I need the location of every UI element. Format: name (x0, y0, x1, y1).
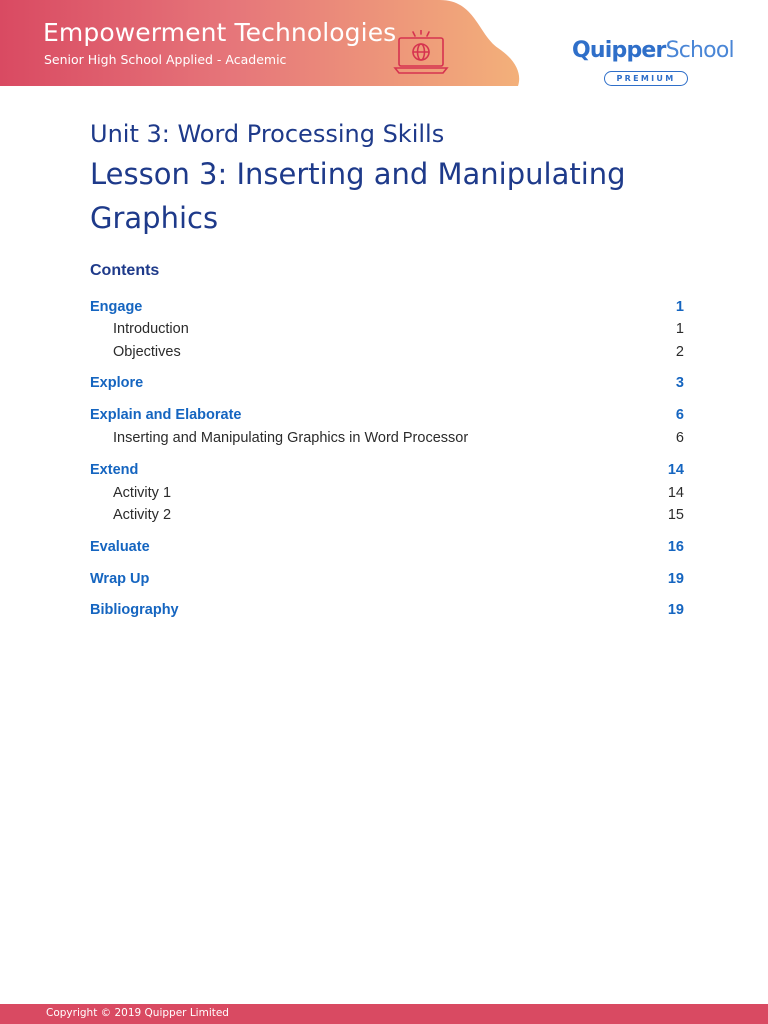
toc-entry-label: Evaluate (90, 539, 150, 555)
toc-subsection-entry[interactable] (90, 483, 684, 503)
toc-entry-page-number: 3 (675, 375, 684, 391)
toc-entry-label: Engage (90, 299, 143, 315)
toc-entry-label: Extend (90, 462, 139, 478)
quipper-school-logo (572, 38, 734, 68)
brand-name-part1: Quipper (572, 38, 666, 63)
contents-heading: Contents (90, 262, 160, 279)
toc-entry-page-number: 15 (667, 507, 684, 523)
toc-entry-page-number: 6 (675, 430, 684, 446)
toc-subsection-entry[interactable] (90, 342, 684, 362)
toc-subsection-entry[interactable] (90, 319, 684, 339)
course-title: Empowerment Technologies (43, 18, 397, 47)
toc-entry-label: Bibliography (90, 602, 179, 618)
lesson-title: Lesson 3: Inserting and Manipulating Graphics (90, 157, 626, 235)
toc-entry-label: Activity 1 (113, 485, 172, 501)
toc-entry-page-number: 16 (667, 539, 684, 555)
toc-section-entry[interactable] (90, 405, 684, 425)
toc-entry-label: Introduction (113, 321, 189, 337)
toc-entry-label: Explain and Elaborate (90, 407, 242, 423)
toc-entry-page-number: 19 (667, 571, 684, 587)
toc-entry-page-number: 1 (675, 299, 684, 315)
toc-entry-page-number: 14 (667, 462, 684, 478)
brand-name-part2: School (665, 38, 734, 63)
course-subtitle: Senior High School Applied - Academic (44, 52, 287, 67)
toc-section-entry[interactable] (90, 297, 684, 317)
page-footer (0, 1004, 768, 1024)
toc-section-entry[interactable] (90, 460, 684, 480)
toc-entry-label: Wrap Up (90, 571, 150, 587)
premium-badge: PREMIUM (604, 71, 688, 86)
toc-section-entry[interactable] (90, 569, 684, 589)
toc-entry-label: Explore (90, 375, 144, 391)
unit-title: Unit 3: Word Processing Skills (90, 120, 445, 148)
toc-entry-label: Objectives (113, 344, 181, 360)
toc-entry-label: Inserting and Manipulating Graphics in Word Processor (113, 430, 469, 446)
copyright-text: Copyright © 2019 Quipper Limited (46, 1007, 229, 1019)
laptop-globe-icon (393, 30, 449, 76)
toc-entry-label: Activity 2 (113, 507, 172, 523)
toc-subsection-entry[interactable] (90, 505, 684, 525)
toc-section-entry[interactable] (90, 373, 684, 393)
toc-entry-page-number: 1 (675, 321, 684, 337)
page-header (0, 0, 768, 86)
toc-subsection-entry[interactable] (90, 428, 684, 448)
toc-section-entry[interactable] (90, 600, 684, 620)
toc-entry-page-number: 2 (675, 344, 684, 360)
toc-entry-page-number: 14 (667, 485, 684, 501)
toc-entry-page-number: 6 (675, 407, 684, 423)
toc-entry-page-number: 19 (667, 602, 684, 618)
toc-section-entry[interactable] (90, 537, 684, 557)
